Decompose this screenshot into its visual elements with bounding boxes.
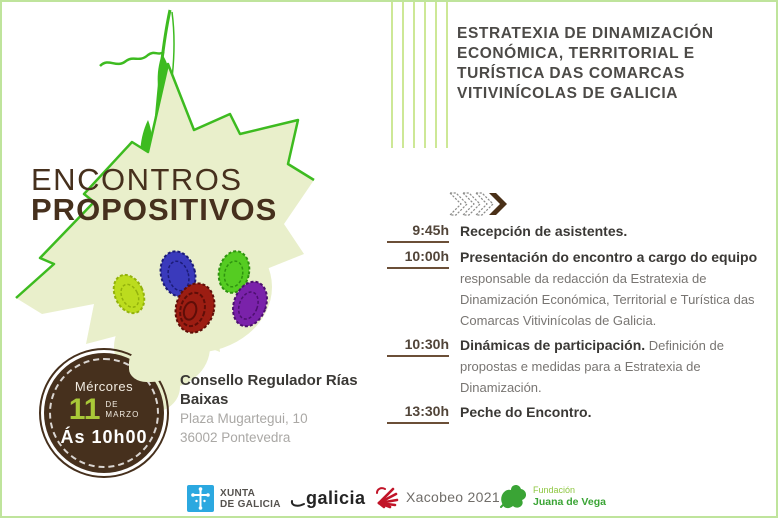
schedule-entry-title: Dinámicas de participación.	[460, 337, 646, 353]
schedule-row	[387, 247, 772, 331]
schedule-row	[387, 402, 772, 424]
xunta-cross-icon	[187, 485, 214, 512]
chevrons-icon	[448, 191, 514, 217]
badge-of: DE	[105, 399, 119, 409]
schedule-entry-description: responsable da redacción da Estratexia de Dinamización Económica, Territorial e Turística das Comarcas Vitivinícolas de Galicia.	[460, 271, 755, 328]
badge-weekday: Mércores	[74, 378, 134, 394]
galicia-logo	[290, 486, 366, 510]
schedule-entry-description: Definición de propostas e medidas para a Estratexia de Dinamización.	[460, 338, 724, 395]
event-title-line1: ENCONTROS	[31, 162, 243, 197]
xacobeo-logo	[373, 485, 500, 509]
xunta-de-galicia-logo	[187, 485, 281, 512]
xacobeo-label: Xacobeo 2021	[406, 489, 500, 505]
galicia-wordmark: galicia	[306, 487, 366, 508]
fundacion-label-line1: Fundación	[533, 484, 576, 495]
fundacion-label-line2: Juana de Vega	[533, 495, 606, 508]
badge-month: MARZO	[105, 409, 140, 419]
fundacion-leaf-icon	[498, 482, 528, 510]
event-title-line2: PROPOSITIVOS	[31, 192, 278, 227]
schedule-entry-title: Recepción de asistentes.	[460, 223, 628, 239]
xunta-label-line1: XUNTA	[220, 487, 256, 499]
galicia-wordmark-tail-icon	[290, 486, 306, 510]
xunta-label-line2: DE GALICIA	[220, 498, 281, 510]
schedule-time: 10:00h	[387, 247, 449, 269]
vertical-lines-decoration	[391, 2, 448, 148]
program-title: ESTRATEXIA DE DINAMIZACIÓN ECONÓMICA, TERRITORIAL E TURÍSTICA DAS COMARCAS VITIVINÍCOLAS DE GALICIA	[457, 25, 714, 102]
schedule-entry-title: Presentación do encontro a cargo do equipo	[460, 249, 758, 265]
schedule-time: 13:30h	[387, 402, 449, 424]
schedule-row	[387, 221, 772, 243]
badge-day: 11	[68, 392, 101, 426]
schedule-time: 10:30h	[387, 335, 449, 357]
event-title	[31, 162, 278, 227]
fundacion-juana-de-vega-logo	[498, 482, 606, 510]
schedule-entry	[460, 221, 772, 242]
schedule-entry-title: Peche do Encontro.	[460, 404, 592, 420]
schedule-entry	[460, 335, 772, 398]
schedule-entry	[460, 247, 772, 331]
xacobeo-shell-icon	[373, 485, 399, 509]
schedule-row	[387, 335, 772, 398]
venue-name: Consello Regulador Rías Baixas	[180, 372, 358, 408]
venue	[180, 371, 386, 447]
badge-time: Ás 10h00	[60, 426, 148, 447]
schedule-time: 9:45h	[387, 221, 449, 243]
venue-address-line1: Plaza Mugartegui, 10	[180, 411, 308, 426]
schedule-entry	[460, 402, 772, 423]
schedule	[387, 221, 772, 428]
venue-address-line2: 36002 Pontevedra	[180, 430, 291, 445]
